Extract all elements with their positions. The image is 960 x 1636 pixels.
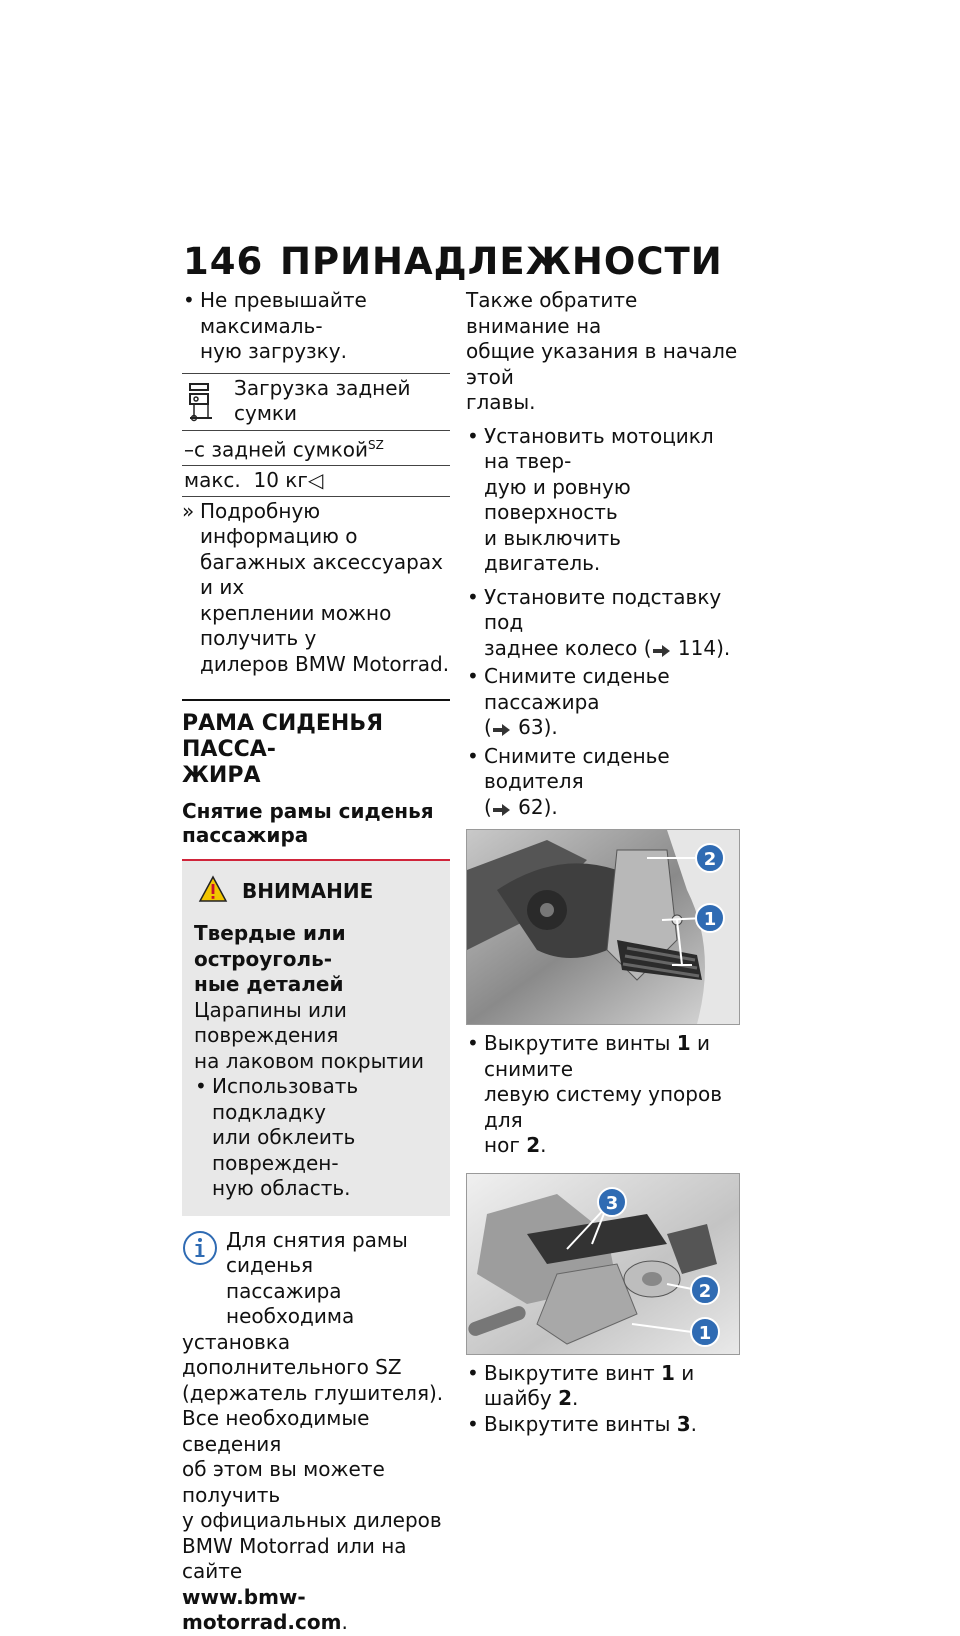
section-title: РАМА СИДЕНЬЯ ПАССА- ЖИРА [182, 711, 384, 789]
load-weight-icon [184, 376, 234, 429]
info-text: установка дополнительного SZ (держатель глушителя). Все необходимые сведения об этом вы можете получить у официальных дилеров BMW Motorrad или на сайте www.bmw-motorrad.com. [182, 1329, 444, 1635]
info-icon [182, 1228, 226, 1330]
load-table-heading: Загрузка задней сумки [234, 375, 411, 425]
step-park: • Установить мотоцикл на твер- дую и ровную поверхность и выключить двигатель. [466, 424, 738, 577]
step-passenger-seat: • Снимите сиденье пассажира ( 63). [466, 664, 738, 744]
callout-3: 3 [605, 1192, 619, 1214]
callout-1: 1 [703, 909, 717, 930]
step-stand: • Установите подставку под заднее колесо ( 114). [466, 585, 738, 665]
warning-label: ВНИМАНИЕ [242, 879, 374, 904]
page-number: 146 [183, 240, 264, 283]
right-column [466, 288, 738, 1437]
section-divider [182, 699, 450, 701]
figure-holder [466, 1173, 740, 1355]
step-rider-seat: • Снимите сиденье водителя ( 62). [466, 744, 738, 824]
page-reference-arrow-icon [492, 798, 512, 824]
load-table: Загрузка задней сумки –с задней сумкой$^{SZ}$ макс. 10 кг◁ [182, 373, 450, 497]
callout-2: 2 [698, 1280, 712, 1302]
load-value: 10 кг [253, 468, 308, 493]
callout-2: 2 [703, 849, 717, 870]
warning-text: Царапины или повреждения на лаковом покрытии [194, 997, 425, 1073]
page-reference-arrow-icon [652, 639, 672, 665]
left-column [182, 288, 450, 1636]
page-ref[interactable]: 62 [518, 794, 544, 819]
page-ref[interactable]: 63 [518, 715, 544, 739]
step-remove-screw-washer: • Выкрутите винт 1 и шайбу 2. [466, 1361, 738, 1412]
step-remove-screws: • Выкрутите винты 3. [466, 1412, 738, 1438]
page-ref[interactable]: 114 [677, 635, 717, 660]
warning-box [182, 859, 450, 1216]
page-reference-arrow-icon [492, 718, 512, 744]
intro-text: Также обратите внимание на общие указания в начале этой главы. [466, 288, 738, 414]
subsection-title: Снятие рамы сиденья пассажира [182, 799, 434, 848]
figure-footrest [466, 829, 740, 1025]
load-condition: с задней сумкой [194, 437, 369, 462]
website-link[interactable]: www.bmw-motorrad.com [182, 1584, 342, 1635]
warning-triangle-icon [198, 875, 228, 910]
bullet-max-load: • Не превышайте максималь- ную загрузку. [182, 288, 450, 365]
callout-1: 1 [698, 1322, 712, 1344]
result-note: » Подробную информацию о багажных аксессуарах и их креплении можно получить у дилеров BMW Motorrad. [182, 498, 450, 676]
step-remove-footrest: • Выкрутите винты 1 и снимите левую систему упоров для ног 2. [466, 1031, 738, 1159]
warning-bullet: • Использовать подкладку или обклеить поврежден- ную область. [194, 1074, 438, 1202]
page-title: ПРИНАДЛЕЖНОСТИ [280, 240, 723, 283]
warning-title: Твердые или остроуголь- ные деталей [194, 921, 346, 997]
info-note: Для снятия рамы сиденья пассажира необходима [182, 1228, 450, 1330]
